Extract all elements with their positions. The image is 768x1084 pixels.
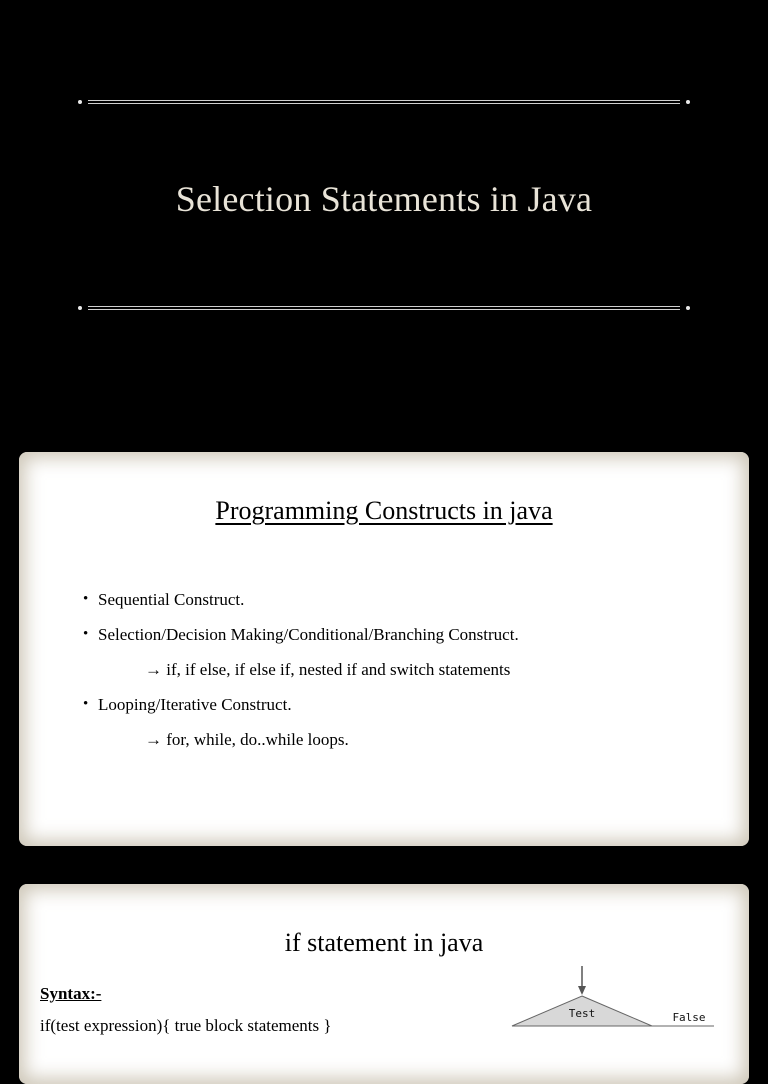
constructs-slide	[19, 452, 749, 846]
rule-dot	[78, 100, 82, 104]
presentation-title: Selection Statements in Java	[175, 179, 593, 219]
top-decorative-rule	[78, 98, 690, 106]
sub-list-item: → for, while, do..while loops.	[145, 730, 349, 749]
arrow-head	[578, 986, 586, 995]
rule-dot	[78, 306, 82, 310]
bottom-decorative-rule	[78, 304, 690, 312]
title-slide	[0, 0, 768, 440]
syntax-label: Syntax:-	[40, 984, 102, 1003]
slide-heading: Programming Constructs in java	[215, 496, 553, 525]
syntax-code: if(test expression){ true block statements }	[40, 1016, 332, 1035]
list-item: • Sequential Construct.	[83, 582, 519, 617]
false-label: False	[672, 1011, 706, 1024]
slide-heading: if statement in java	[284, 928, 484, 957]
list-item: • Selection/Decision Making/Conditional/Branching Construct.	[83, 617, 519, 652]
rule-dot	[686, 100, 690, 104]
if-statement-slide	[19, 884, 749, 1084]
rule-dot	[686, 306, 690, 310]
construct-list	[83, 582, 519, 757]
sub-list-item: → if, if else, if else if, nested if and switch statements	[145, 660, 511, 679]
decision-label: Test	[568, 1007, 596, 1020]
list-item: • Looping/Iterative Construct.	[83, 687, 519, 722]
